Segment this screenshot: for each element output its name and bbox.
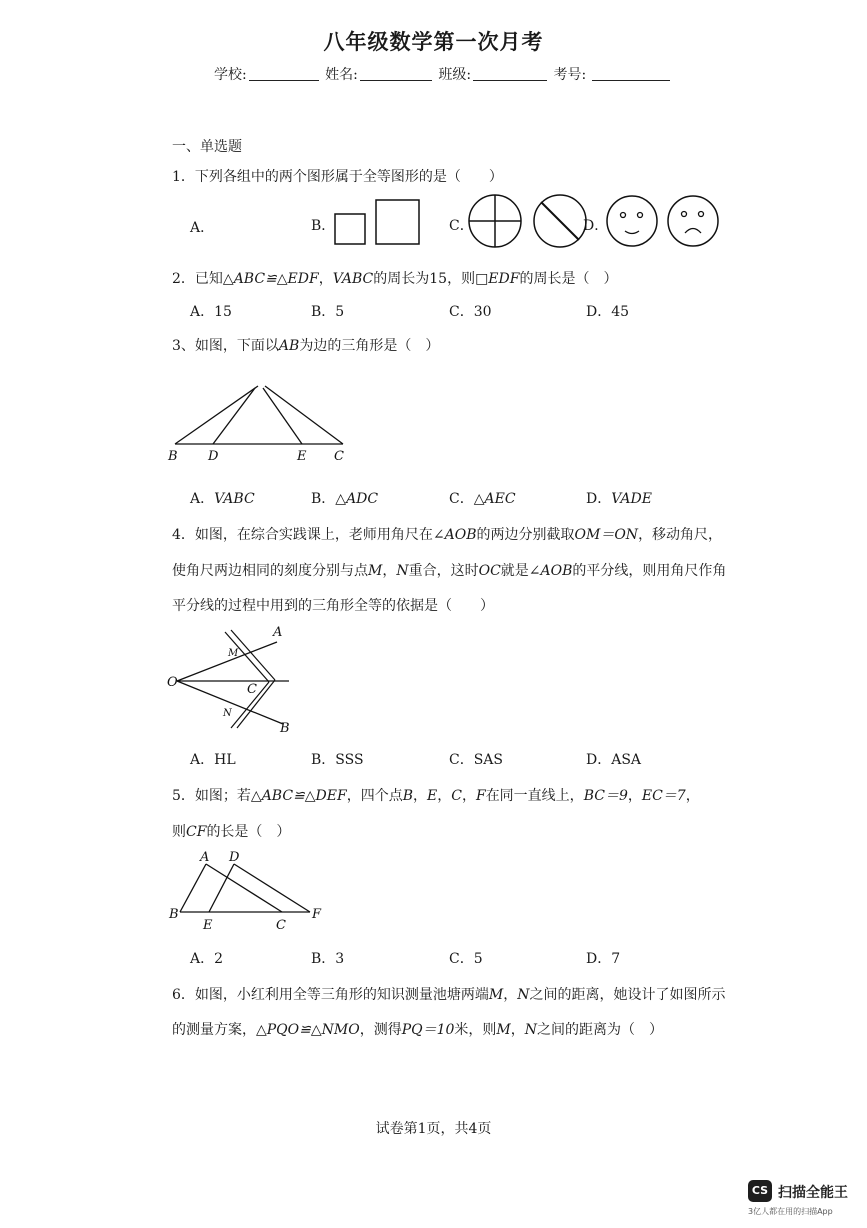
stem-text: 就是 [500, 563, 529, 579]
question-1-option-d-sad-face [665, 194, 725, 250]
option-math: VADE [611, 491, 652, 507]
label-d: D [229, 850, 240, 865]
option-math: △ADC [335, 491, 379, 507]
question-4-line-3: 平分线的过程中用到的三角形全等的依据是（ ） [172, 598, 494, 614]
name-label: 姓名: [325, 67, 358, 83]
student-info-line [214, 64, 672, 84]
question-3-option-b [311, 488, 378, 508]
stem-text: ，测得 [359, 1022, 402, 1038]
question-3-triangle-figure [165, 380, 355, 466]
stem-math: N [396, 563, 409, 579]
stem-text: 重合，这时 [408, 563, 479, 579]
section-heading: 一、单选题 [172, 139, 242, 155]
label-c: C [334, 449, 344, 464]
question-1-option-c: C． [449, 218, 474, 234]
stem-text: ，移动角尺， [638, 527, 723, 543]
question-1-option-c-circle-diagonal [531, 194, 591, 250]
face-outline [668, 196, 718, 246]
stem-text: 2．已知 [172, 271, 223, 287]
question-5-triangles-figure [165, 846, 335, 934]
class-blank [473, 66, 547, 81]
question-5-option-b: B．3 [311, 951, 345, 967]
stem-math: F [475, 788, 486, 804]
right-eye [638, 213, 643, 218]
stem-text: 之间的距离，她设计了如图所示 [529, 987, 726, 1003]
question-5-option-a: A．2 [190, 951, 224, 967]
left-eye [621, 213, 626, 218]
segment-ae [263, 388, 302, 444]
stem-math: AB [278, 338, 300, 354]
question-6-line-2 [172, 1019, 663, 1039]
question-5-line-1 [172, 785, 700, 805]
stem-math: M [496, 1022, 511, 1038]
question-4-line-2 [172, 560, 726, 580]
stem-text: ，四个点 [346, 788, 403, 804]
question-1-option-b: B． [311, 218, 336, 234]
segment-ed [209, 864, 234, 912]
class-label: 班级: [438, 67, 472, 83]
question-3-option-d [586, 488, 652, 508]
stem-text: 则 [172, 824, 186, 840]
question-5-option-d: D．7 [586, 951, 621, 967]
scanner-tagline: 3亿人都在用的扫描App [748, 1207, 833, 1216]
label-e: E [297, 449, 307, 464]
segment-ad [213, 388, 255, 444]
segment-ab [175, 386, 258, 444]
option-math: VABC [214, 491, 255, 507]
stem-text: 的测量方案， [172, 1022, 256, 1038]
question-4-option-b: B．SSS [311, 752, 364, 768]
school-label: 学校: [214, 67, 247, 83]
stem-text: 6．如图，小红利用全等三角形的知识测量池塘两端 [172, 987, 489, 1003]
question-3-option-a [190, 488, 255, 508]
question-4-option-c: C．SAS [449, 752, 504, 768]
question-6-line-1 [172, 984, 726, 1004]
label-n: N [223, 708, 232, 719]
stem-text: 米，则 [454, 1022, 497, 1038]
right-eye [699, 212, 704, 217]
stem-math: CF [186, 824, 207, 840]
stem-text: ， [437, 788, 452, 804]
stem-math: M [488, 987, 504, 1003]
stem-text: 使角尺两边相同的刻度分别与点 [172, 563, 368, 579]
stem-text: ， [503, 987, 518, 1003]
stem-math: E [427, 788, 438, 804]
stem-text: ， [685, 788, 700, 804]
question-2-option-a: A．15 [190, 304, 232, 320]
stem-text: 5．如图；若 [172, 788, 251, 804]
segment-ac [206, 864, 282, 912]
scanner-watermark [748, 1180, 853, 1220]
stem-math: M [368, 563, 383, 579]
large-square [376, 200, 419, 244]
ray-oa [177, 642, 277, 681]
stem-text: 的平分线，则用角尺作角 [572, 563, 727, 579]
stem-text: 3、如图，下面以 [172, 338, 279, 354]
question-2-option-d: D．45 [586, 304, 630, 320]
label-c: C [276, 918, 286, 933]
stem-math: VABC [332, 271, 374, 287]
stem-math: △PQO≌△NMO [256, 1022, 360, 1038]
stem-text: 4．如图，在综合实践课上，老师用角尺在 [172, 527, 433, 543]
label-c: C [247, 682, 257, 697]
question-4-option-a: A．HL [190, 752, 236, 768]
stem-math: △ABC≌△DEF [250, 788, 347, 804]
number-label: 考号: [553, 67, 587, 83]
segment-df [234, 864, 310, 912]
stem-text: 之间的距离为（ ） [537, 1022, 664, 1038]
question-2-stem [172, 268, 617, 288]
question-4-line-1 [172, 524, 722, 544]
question-1-option-c-circle-cross [466, 194, 526, 250]
stem-math: EC＝7 [641, 788, 686, 804]
question-3-stem [172, 335, 439, 355]
school-blank [249, 66, 319, 81]
left-eye [682, 212, 687, 217]
small-square [335, 214, 365, 244]
stem-math: □EDF [475, 271, 520, 287]
label-b: B [280, 721, 290, 736]
question-4-option-d: D．ASA [586, 752, 642, 768]
question-5-option-c: C．5 [449, 951, 483, 967]
label-f: F [312, 907, 322, 922]
option-math: △AEC [473, 491, 516, 507]
label-m: M [228, 648, 239, 659]
question-1-option-d: D． [583, 218, 609, 234]
label-b: B [169, 907, 179, 922]
question-2-option-b: B．5 [311, 304, 345, 320]
stem-text: 的两边分别截取 [476, 527, 575, 543]
number-blank [592, 66, 670, 81]
question-1-stem: 1．下列各组中的两个图形属于全等图形的是（ ） [172, 169, 503, 185]
question-4-angle-figure [165, 620, 305, 736]
stem-math: PQ＝10 [401, 1022, 455, 1038]
label-a: A [273, 625, 283, 640]
stem-text: 为边的三角形是（ ） [299, 338, 440, 354]
question-1-option-a: A． [190, 220, 215, 236]
scanner-name: 扫描全能王 [778, 1185, 848, 1201]
question-1-option-b-squares [330, 196, 420, 248]
label-b: B [168, 449, 178, 464]
stem-text: ， [382, 563, 397, 579]
diagonal-line [541, 202, 579, 240]
label-e: E [203, 918, 213, 933]
stem-math: C [451, 788, 462, 804]
name-blank [360, 66, 432, 81]
question-3-option-c [449, 488, 516, 508]
stem-math: OC [478, 563, 501, 579]
stem-text: ， [413, 788, 428, 804]
label-o: O [167, 675, 178, 690]
stem-math: ∠AOB [528, 563, 573, 579]
stem-math: △ABC≌△EDF [222, 271, 319, 287]
stem-text: 的周长是（ ） [519, 271, 618, 287]
option-letter: B． [311, 491, 336, 507]
segment-ac [265, 386, 343, 444]
stem-text: ， [510, 1022, 525, 1038]
option-letter: C． [449, 491, 474, 507]
page-title: 八年级数学第一次月考 [323, 29, 544, 54]
stem-text: 的长是（ ） [206, 824, 291, 840]
option-letter: D． [586, 491, 612, 507]
stem-text: ， [461, 788, 476, 804]
label-d: D [208, 449, 219, 464]
stem-text: ， [318, 271, 333, 287]
stem-text: ， [627, 788, 642, 804]
stem-math: N [517, 987, 530, 1003]
question-2-option-c: C．30 [449, 304, 492, 320]
stem-math: N [524, 1022, 538, 1038]
stem-math: OM＝ON [574, 527, 639, 543]
smile-mouth [625, 231, 639, 234]
question-5-line-2 [172, 821, 290, 841]
stem-math: ∠AOB [432, 527, 477, 543]
question-1-option-d-smiley-face [604, 194, 664, 250]
stem-text: 在同一直线上， [485, 788, 584, 804]
option-letter: A． [190, 491, 215, 507]
segment-ba [180, 864, 206, 912]
frown-mouth [685, 229, 701, 234]
stem-math: BC＝9 [583, 788, 628, 804]
page-footer: 试卷第1页，共4页 [375, 1121, 492, 1137]
face-outline [607, 196, 657, 246]
stem-text: 的周长为15，则 [373, 271, 476, 287]
scanner-logo: CS [748, 1180, 772, 1202]
label-a: A [200, 850, 210, 865]
stem-math: B [402, 788, 414, 804]
